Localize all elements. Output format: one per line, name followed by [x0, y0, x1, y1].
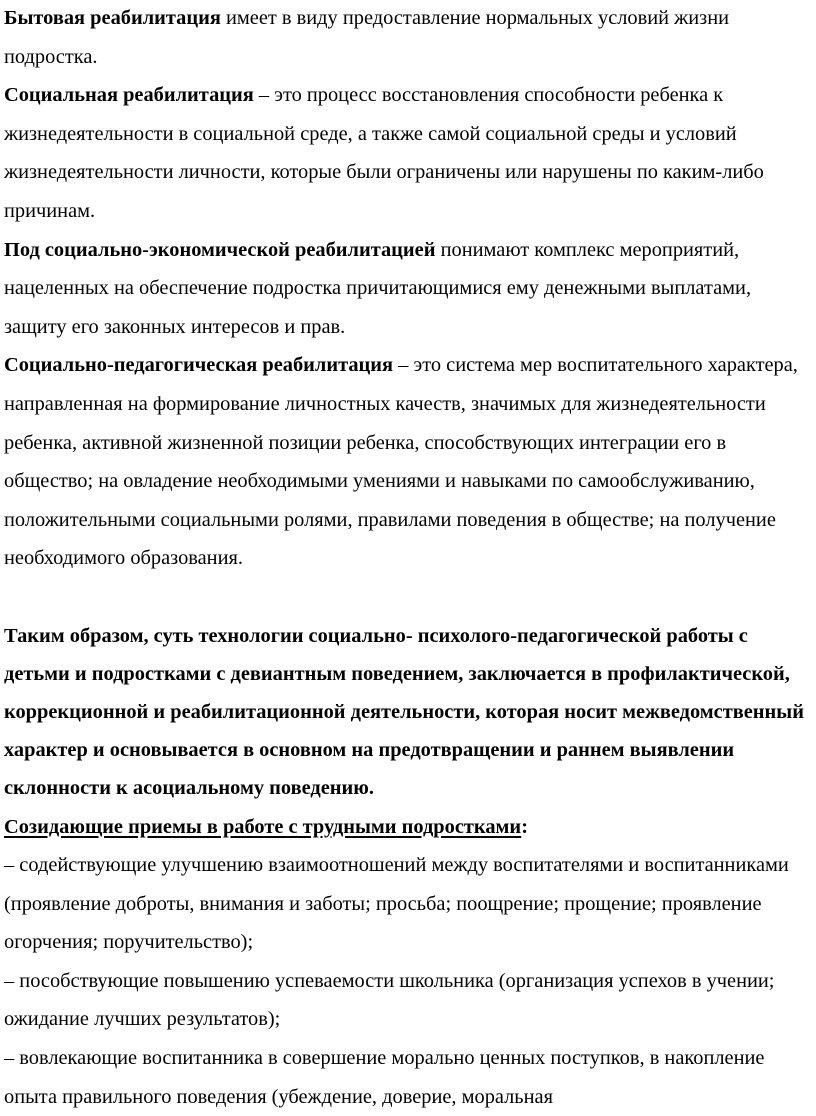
term-socio-economic-rehabilitation: Под социально-экономической реабилитацией	[4, 238, 436, 261]
paragraph-socio-economic-rehabilitation	[4, 231, 812, 347]
techniques-heading-colon: :	[521, 815, 528, 838]
list-item: – содействующие улучшению взаимоотношений между воспитателями и воспитанниками (проявление доброты, внимания и заботы; просьба; поощрение; прощение; проявление огорчения; поручительство);	[4, 854, 789, 954]
list-item: – пособствующие повышению успеваемости школьника (организация успехов в учении; ожидание лучших результатов);	[4, 969, 775, 1031]
list-item: – вовлекающие воспитанника в совершение морально ценных поступков, в накопление опыта правильного поведения (убеждение, доверие, моральная	[4, 1047, 765, 1108]
term-socio-pedagogical-rehabilitation: Социально-педагогическая реабилитация	[4, 354, 394, 377]
paragraph-household-rehabilitation	[4, 0, 812, 76]
paragraph-socio-pedagogical-rehabilitation	[4, 346, 812, 578]
definition-socio-economic-rehabilitation: понимают комплекс мероприятий, нацеленных на обеспечение подростка причитающимися ему денежными выплатами, защиту его законных интересов и прав.	[4, 238, 752, 338]
term-household-rehabilitation: Бытовая реабилитация	[4, 7, 221, 29]
summary-paragraph: Таким образом, суть технологии социально- психолого-педагогической работы с детьми и подростками с девиантным поведением, заключается в профилактической, коррекционной и реабилитационной деятельности, которая носит межведомственный характер и основывается в основном на предотвращении и раннем выявлении склонности к асоциальному поведению.	[4, 624, 804, 800]
term-social-rehabilitation: Социальная реабилитация	[4, 84, 254, 107]
techniques-heading	[4, 808, 812, 847]
definition-household-rehabilitation: имеет в виду предоставление нормальных условий жизни подростка.	[4, 7, 730, 68]
definition-socio-pedagogical-rehabilitation: – это система мер воспитательного характера, направленная на формирование личностных качеств, значимых для жизнедеятельности ребенка, активной жизненной позиции ребенка, способствующих интеграции его в общество; на овладение необходимыми умениями и навыками по самообслуживанию, положительными социальными ролями, правилами поведения в обществе; на получение необходимого образования.	[4, 354, 798, 570]
techniques-heading-text: Созидающие приемы в работе с трудными подростками	[4, 815, 522, 838]
paragraph-spacer	[4, 578, 812, 617]
paragraph-social-rehabilitation	[4, 76, 812, 230]
definition-social-rehabilitation: – это процесс восстановления способности ребенка к жизнедеятельности в социальной среде, а также самой социальной среды и условий жизнедеятельности личности, которые были ограничены или нарушены по каким-либо причинам.	[4, 84, 764, 222]
